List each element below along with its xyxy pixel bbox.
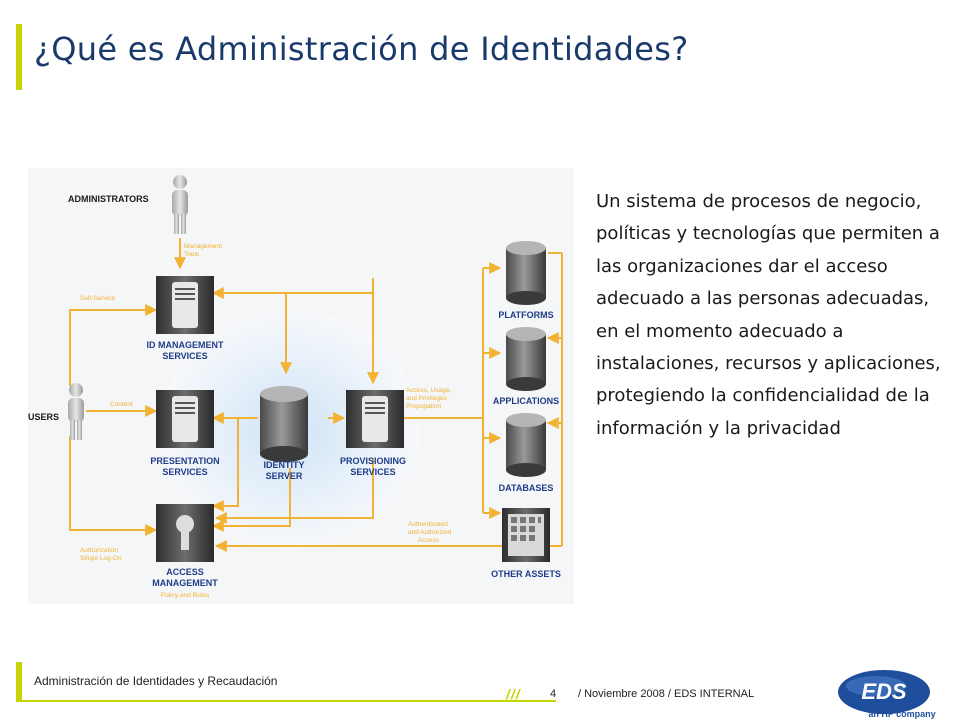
title-accent-bar <box>16 24 22 90</box>
applications-cylinder-icon <box>506 327 546 391</box>
management-tools-label-2: Tools <box>184 251 200 258</box>
footer-accent-bar <box>16 662 22 702</box>
authorization-label-1: Authorization <box>80 547 118 554</box>
applications-label: APPLICATIONS <box>492 396 560 406</box>
management-tools-label-1: Management <box>184 243 222 250</box>
platforms-cylinder-icon <box>506 241 546 305</box>
eds-logo <box>832 668 950 720</box>
footer-divider <box>16 700 556 702</box>
self-service-label: Self-Service <box>80 295 116 302</box>
access-usage-label-3: Propogation <box>406 403 442 410</box>
policy-rules-label: Policy and Rules <box>160 592 210 599</box>
identity-server-label-2: SERVER <box>265 471 303 481</box>
access-label-1: ACCESS <box>166 567 204 577</box>
provisioning-server-icon <box>346 390 404 448</box>
users-label: USERS <box>28 412 60 422</box>
identity-management-diagram <box>28 168 574 604</box>
footer-date-classification: / Noviembre 2008 / EDS INTERNAL <box>578 688 755 700</box>
other-assets-label: OTHER ASSETS <box>491 569 561 579</box>
databases-cylinder-icon <box>506 413 546 477</box>
id-management-label-1: ID MANAGEMENT <box>146 340 224 350</box>
presentation-server-icon <box>156 390 214 448</box>
platforms-label: PLATFORMS <box>498 310 554 320</box>
logo-tagline: an HP company <box>868 709 936 719</box>
access-label-2: MANAGEMENT <box>152 578 218 588</box>
access-usage-label-2: and Privileges <box>406 395 447 402</box>
identity-server-label-1: IDENTITY <box>263 460 305 470</box>
authenticated-label-3: Access <box>418 537 439 544</box>
provisioning-label-1: PROVISIONING <box>339 456 407 466</box>
id-management-server-icon <box>156 276 214 334</box>
other-assets-building-icon <box>502 508 550 562</box>
access-management-lock-icon <box>156 504 214 562</box>
page-number: 4 <box>550 688 557 700</box>
authenticated-label-1: Authenticated <box>408 521 448 528</box>
administrators-label: ADMINISTRATORS <box>68 194 149 204</box>
footer-presentation-title: Administración de Identidades y Recaudación <box>34 674 278 688</box>
slide-title: ¿Qué es Administración de Identidades? <box>34 30 689 68</box>
presentation-label-2: SERVICES <box>162 467 208 477</box>
databases-label: DATABASES <box>498 483 554 493</box>
definition-text: Un sistema de procesos de negocio, políticas y tecnologías que permiten a las organizaciones dar el acceso adecuado a las personas adecuadas, en el momento adecuado a instalaciones, recursos y aplicaciones, protegiendo la confidencialidad de la información y la privacidad <box>596 191 941 439</box>
authenticated-label-2: and Authorized <box>408 529 452 536</box>
provisioning-label-2: SERVICES <box>350 467 396 477</box>
footer-slashes: /// <box>506 686 521 702</box>
id-management-label-2: SERVICES <box>162 351 208 361</box>
authorization-label-2: Single Log-On <box>80 555 122 562</box>
logo-name: EDS <box>861 679 907 704</box>
presentation-label-1: PRESENTATION <box>150 456 220 466</box>
content-label: Content <box>110 401 133 408</box>
access-usage-label-1: Access, Usage, <box>406 387 452 394</box>
identity-server-cylinder-icon <box>260 386 308 462</box>
